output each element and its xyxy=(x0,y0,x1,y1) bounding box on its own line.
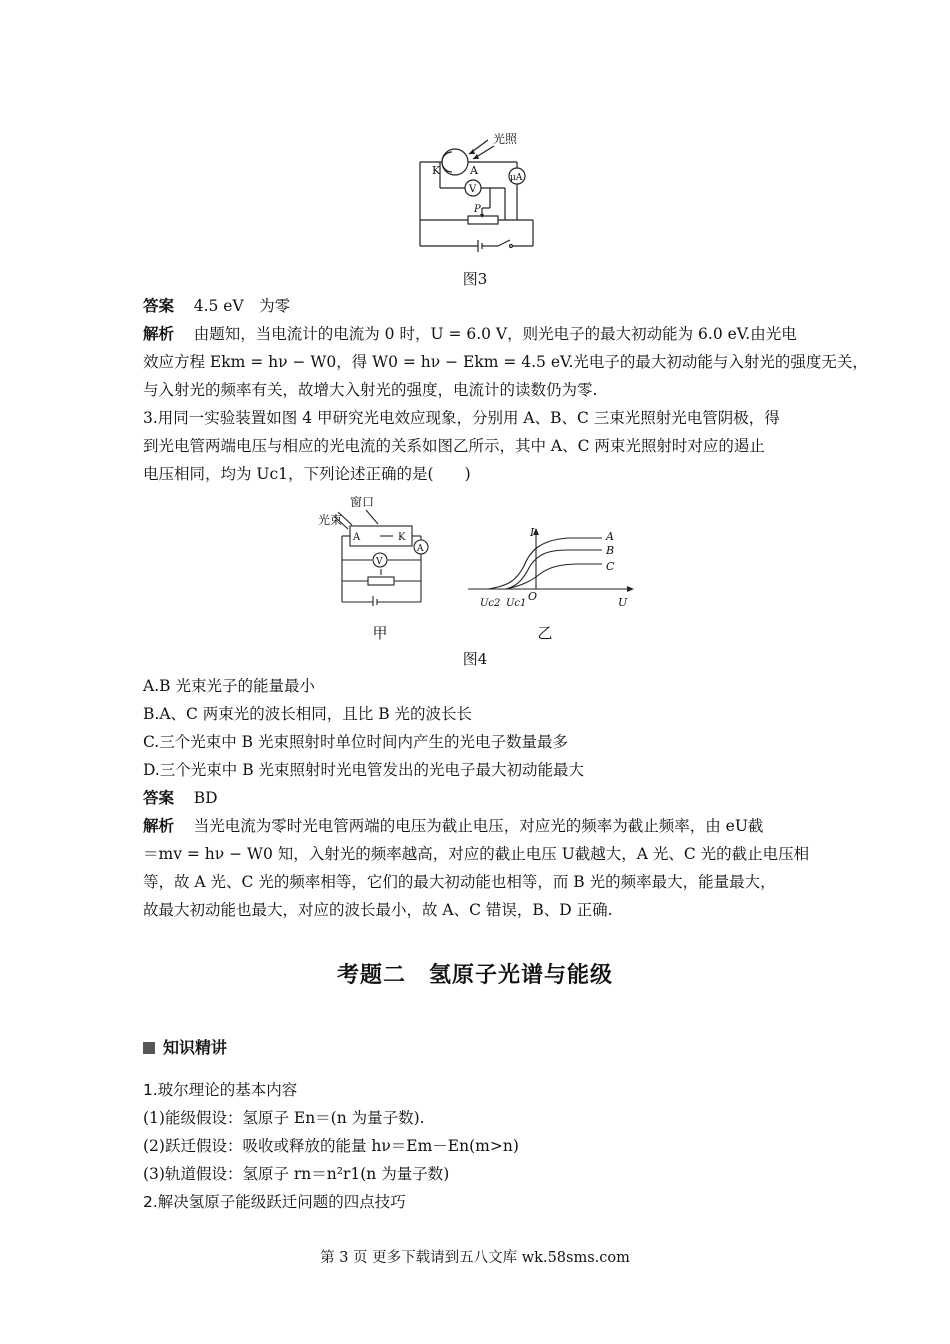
analysis-1-label: 解析 xyxy=(143,325,175,343)
fig4-right-uc1: Uc1 xyxy=(506,598,527,609)
answer-2-label: 答案 xyxy=(143,789,175,807)
knowledge-item-1: 1.玻尔理论的基本内容 xyxy=(143,1081,298,1099)
answer-2-text: BD xyxy=(193,789,218,807)
knowledge-heading xyxy=(143,1035,227,1058)
fig4-left-beam: 光束 xyxy=(318,513,343,527)
analysis-1-text-1: 由题知，当电流计的电流为 0 时，U = 6.0 V，则光电子的最大初动能为 6.0 eV.由光电 xyxy=(193,325,797,343)
fig4-left-k: K xyxy=(398,532,406,543)
section-title: 考题二 氢原子光谱与能级 xyxy=(336,963,613,988)
analysis-2-line-2: ＝mv = hν − W0 知，入射光的频率越高，对应的截止电压 U截越大，A 光、C 光的截止电压相 xyxy=(143,845,810,863)
fig3-label-p: P xyxy=(474,204,481,215)
figure-4-left-circuit xyxy=(318,496,438,606)
fig4-left-v: V xyxy=(376,557,383,567)
figure-4-right-svg xyxy=(468,526,638,612)
answer-1-text: 4.5 eV 为零 xyxy=(193,297,291,315)
knowledge-item-1b: (2)跃迁假设：吸收或释放的能量 hν＝Em－En(m>n) xyxy=(143,1137,519,1155)
curve-b xyxy=(506,550,602,589)
question-3-line-3: 电压相同，均为 Uc1，下列论述正确的是( ) xyxy=(143,465,471,483)
figure-4-caption: 图4 xyxy=(462,650,488,668)
analysis-1-line-1 xyxy=(143,320,813,348)
page-footer: 第 3 页 更多下载请到五八文库 wk.58sms.com xyxy=(320,1250,630,1266)
knowledge-item-1a: (1)能级假设：氢原子 En＝(n 为量子数). xyxy=(143,1109,425,1127)
option-a: A.B 光束光子的能量最小 xyxy=(143,677,315,695)
analysis-1-line-3: 与入射光的频率有关，故增大入射光的强度，电流计的读数仍为零. xyxy=(143,381,598,399)
fig3-label-v: V xyxy=(469,184,477,195)
figure-3-svg xyxy=(410,126,540,252)
figure-4-left-svg xyxy=(318,496,438,606)
fig4-right-uc2: Uc2 xyxy=(480,598,501,609)
fig4-right-label-a: A xyxy=(606,530,614,543)
figure-3-circuit xyxy=(410,126,540,252)
fig4-left-window: 窗口 xyxy=(350,496,375,509)
fig4-left-a: A xyxy=(353,532,361,543)
fig4-right-label-b: B xyxy=(606,544,615,557)
curve-c xyxy=(506,564,602,589)
fig4-right-u: U xyxy=(618,596,628,609)
knowledge-item-1c: (3)轨道假设：氢原子 rn＝n²r1(n 为量子数) xyxy=(143,1165,450,1183)
question-3-line-1: 3.用同一实验装置如图 4 甲研究光电效应现象，分别用 A、B、C 三束光照射光电管阴极，得 xyxy=(143,409,780,427)
square-bullet-icon xyxy=(143,1042,155,1054)
figure-4-right-graph xyxy=(468,526,638,612)
option-b: B.A、C 两束光的波长相同，且比 B 光的波长长 xyxy=(143,705,473,723)
answer-1-label: 答案 xyxy=(143,297,175,315)
fig4-right-i: I xyxy=(530,526,535,539)
knowledge-item-2: 2.解决氢原子能级跃迁问题的四点技巧 xyxy=(143,1193,406,1211)
answer-2 xyxy=(143,784,813,812)
fig3-label-ua: μA xyxy=(510,173,523,183)
analysis-2-text-1: 当光电流为零时光电管两端的电压为截止电压，对应光的频率为截止频率，由 eU截 xyxy=(193,817,764,835)
fig3-label-a: A xyxy=(470,164,478,177)
analysis-2-line-3: 等，故 A 光、C 光的频率相等，它们的最大初动能也相等，而 B 光的频率最大，能量最大， xyxy=(143,873,776,891)
question-3-line-2: 到光电管两端电压与相应的光电流的关系如图乙所示，其中 A、C 两束光照射时对应的遏止 xyxy=(143,437,765,455)
analysis-2-line-4: 故最大初动能也最大，对应的波长最小，故 A、C 错误，B、D 正确. xyxy=(143,901,613,919)
option-d: D.三个光束中 B 光束照射时光电管发出的光电子最大初动能最大 xyxy=(143,761,585,779)
fig4-right-o: O xyxy=(528,590,538,603)
analysis-1-line-2: 效应方程 Ekm = hν − W0，得 W0 = hν − Ekm = 4.5 eV.光电子的最大初动能与入射光的强度无关， xyxy=(143,353,868,371)
answer-1 xyxy=(143,292,813,320)
figure-4-right-caption: 乙 xyxy=(537,624,553,642)
knowledge-heading-text: 知识精讲 xyxy=(163,1038,228,1057)
figure-3-caption: 图3 xyxy=(462,270,488,288)
fig4-right-label-c: C xyxy=(606,560,615,573)
fig4-left-ammeter: A xyxy=(417,544,424,554)
fig3-label-light: 光照 xyxy=(493,132,518,146)
option-c: C.三个光束中 B 光束照射时单位时间内产生的光电子数量最多 xyxy=(143,733,568,751)
fig3-label-k: K xyxy=(432,164,441,177)
figure-4-left-caption: 甲 xyxy=(372,624,388,642)
analysis-2-line-1 xyxy=(143,812,813,840)
analysis-2-label: 解析 xyxy=(143,817,175,835)
